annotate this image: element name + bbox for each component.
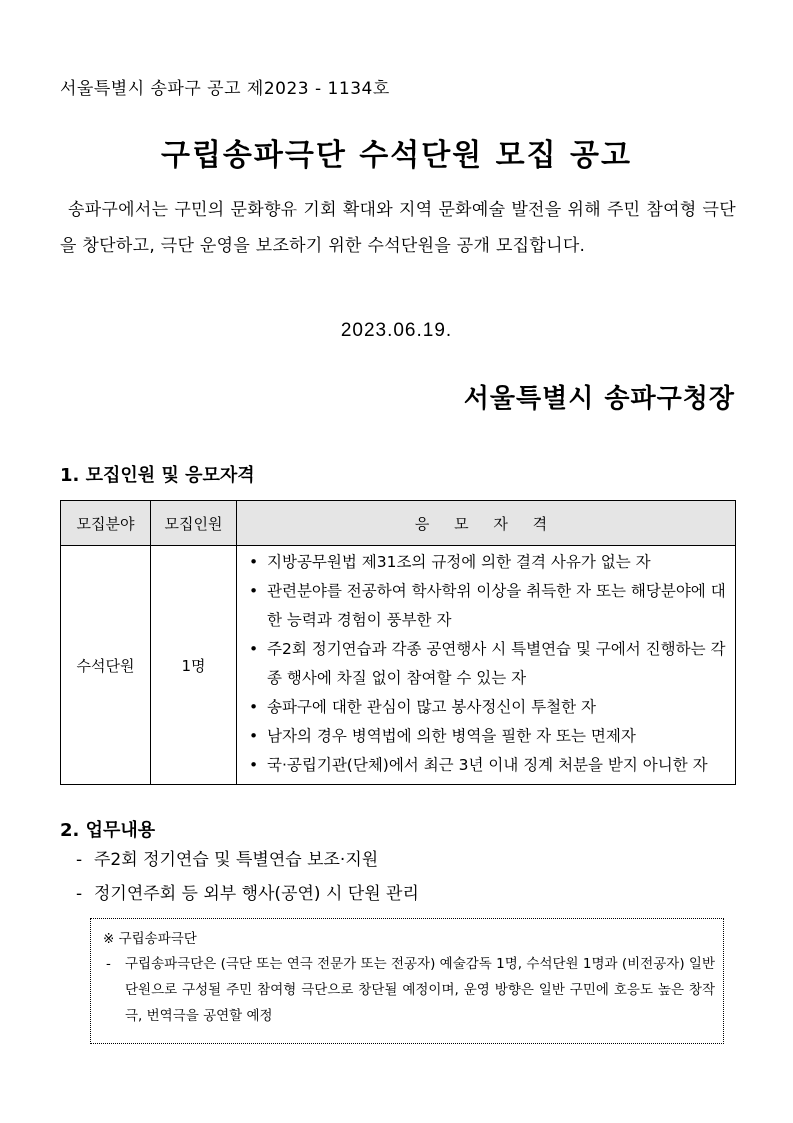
duty-item: - 주2회 정기연습 및 특별연습 보조·지원 — [74, 843, 419, 877]
duty-item: - 정기연주회 등 외부 행사(공연) 시 단원 관리 — [74, 877, 419, 911]
note-heading: ※ 구립송파극단 — [103, 931, 197, 947]
qualification-item: • 송파구에 대한 관심이 많고 봉사정신이 투철한 자 — [245, 693, 727, 722]
cell-qualifications — [237, 546, 736, 785]
qualification-item: • 남자의 경우 병역법에 의한 병역을 필한 자 또는 면제자 — [245, 722, 727, 751]
note-body — [103, 951, 715, 1029]
recruitment-table — [60, 500, 736, 785]
cell-count: 1명 — [151, 546, 237, 785]
intro-text: 송파구에서는 구민의 문화향유 기회 확대와 지역 문화예술 발전을 위해 주민 참여형 극단을 창단하고, 극단 운영을 보조하기 위한 수석단원을 공개 모집합니다. — [60, 200, 736, 256]
page-title: 구립송파극단 수석단원 모집 공고 — [160, 138, 633, 173]
table-row — [61, 546, 736, 785]
notice-date: 2023.06.19. — [340, 320, 453, 341]
qualification-item: • 관련분야를 전공하여 학사학위 이상을 취득한 자 또는 해당분야에 대한 능력과 경험이 풍부한 자 — [245, 577, 727, 635]
header-qualifications: 응 모 자 격 — [237, 501, 736, 546]
note-dash: - — [106, 956, 111, 972]
qualification-item: • 국·공립기관(단체)에서 최근 3년 이내 징계 처분을 받지 아니한 자 — [245, 751, 727, 780]
cell-field: 수석단원 — [61, 546, 151, 785]
intro-paragraph — [60, 192, 736, 264]
note-box — [90, 918, 724, 1044]
qualification-list — [245, 548, 727, 780]
issuer: 서울특별시 송파구청장 — [463, 384, 735, 414]
duties-list — [74, 843, 419, 911]
notice-number: 서울특별시 송파구 공고 제2023 - 1134호 — [60, 79, 390, 99]
qualification-item: • 지방공무원법 제31조의 규정에 의한 결격 사유가 없는 자 — [245, 548, 727, 577]
header-field: 모집분야 — [61, 501, 151, 546]
section-2-title: 2. 업무내용 — [60, 820, 156, 841]
qualification-item: • 주2회 정기연습과 각종 공연행사 시 특별연습 및 구에서 진행하는 각종 행사에 차질 없이 참여할 수 있는 자 — [245, 635, 727, 693]
header-count: 모집인원 — [151, 501, 237, 546]
table-header-row — [61, 501, 736, 546]
note-text: 구립송파극단은 (극단 또는 연극 전문가 또는 전공자) 예술감독 1명, 수석단원 1명과 (비전공자) 일반단원으로 구성될 주민 참여형 극단으로 창단될 예정이며, 운영 방향은 일반 구민에 호응도 높은 창작극, 번역극을 공연할 예정 — [125, 956, 715, 1024]
section-1-title: 1. 모집인원 및 응모자격 — [60, 465, 255, 486]
